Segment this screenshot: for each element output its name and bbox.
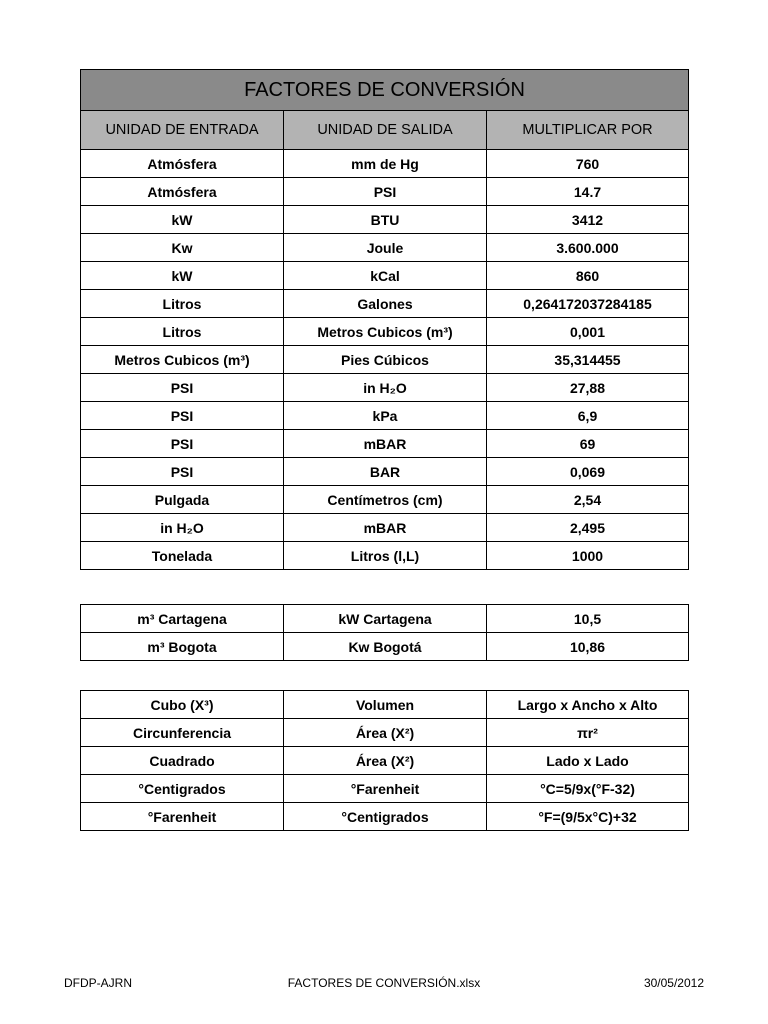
table-cell: Área (X²) — [284, 747, 487, 775]
table-cell: Pulgada — [81, 486, 284, 514]
column-header-multiplier: MULTIPLICAR POR — [487, 111, 689, 150]
table-row — [81, 542, 689, 570]
table-cell: Cuadrado — [81, 747, 284, 775]
table-cell: mBAR — [284, 514, 487, 542]
table-cell: Pies Cúbicos — [284, 346, 487, 374]
table-title: FACTORES DE CONVERSIÓN — [81, 70, 689, 111]
table-cell: Kw Bogotá — [284, 633, 487, 661]
table-cell: Atmósfera — [81, 150, 284, 178]
table-row — [81, 402, 689, 430]
table-cell: PSI — [284, 178, 487, 206]
table-cell: 0,001 — [487, 318, 689, 346]
table-cell: 760 — [487, 150, 689, 178]
table-cell: Metros Cubicos (m³) — [284, 318, 487, 346]
table-cell: 10,5 — [487, 605, 689, 633]
table-cell: BAR — [284, 458, 487, 486]
table-cell: Área (X²) — [284, 719, 487, 747]
table-cell: Kw — [81, 234, 284, 262]
table-cell: Joule — [284, 234, 487, 262]
table-cell: πr² — [487, 719, 689, 747]
table-row — [81, 514, 689, 542]
table-cell: 27,88 — [487, 374, 689, 402]
table-row — [81, 318, 689, 346]
table-cell: 0,264172037284185 — [487, 290, 689, 318]
table-cell: Litros (l,L) — [284, 542, 487, 570]
table-cell: Circunferencia — [81, 719, 284, 747]
header-row — [81, 111, 689, 150]
table-cell: PSI — [81, 374, 284, 402]
table-cell: 35,314455 — [487, 346, 689, 374]
column-header-input-unit: UNIDAD DE ENTRADA — [81, 111, 284, 150]
table-cell: °Centigrados — [81, 775, 284, 803]
table-cell: m³ Cartagena — [81, 605, 284, 633]
table-row — [81, 206, 689, 234]
table-cell: 3.600.000 — [487, 234, 689, 262]
table-cell: kPa — [284, 402, 487, 430]
table-cell: Litros — [81, 290, 284, 318]
table-cell: °C=5/9x(°F-32) — [487, 775, 689, 803]
table-cell: 2,495 — [487, 514, 689, 542]
city-conversion-table — [80, 604, 689, 661]
table-cell: Galones — [284, 290, 487, 318]
table-cell: °Centigrados — [284, 803, 487, 831]
table-cell: Volumen — [284, 691, 487, 719]
table-row — [81, 605, 689, 633]
column-header-output-unit: UNIDAD DE SALIDA — [284, 111, 487, 150]
table-cell: 69 — [487, 430, 689, 458]
table-row — [81, 262, 689, 290]
table-cell: °Farenheit — [81, 803, 284, 831]
table-row — [81, 803, 689, 831]
table-cell: BTU — [284, 206, 487, 234]
footer-date: 30/05/2012 — [643, 976, 704, 990]
table-cell: kW Cartagena — [284, 605, 487, 633]
table-cell: Metros Cubicos (m³) — [81, 346, 284, 374]
table-cell: 1000 — [487, 542, 689, 570]
table-cell: Lado x Lado — [487, 747, 689, 775]
table-cell: Cubo (X³) — [81, 691, 284, 719]
table-row — [81, 234, 689, 262]
table-row — [81, 430, 689, 458]
table-row — [81, 458, 689, 486]
conversion-factors-table — [80, 69, 689, 570]
table-cell: Largo x Ancho x Alto — [487, 691, 689, 719]
table-row — [81, 775, 689, 803]
table-row — [81, 486, 689, 514]
formulas-table — [80, 690, 689, 831]
table-row — [81, 747, 689, 775]
table-cell: m³ Bogota — [81, 633, 284, 661]
table-row — [81, 691, 689, 719]
table-row — [81, 719, 689, 747]
table-cell: 10,86 — [487, 633, 689, 661]
table-cell: Centímetros (cm) — [284, 486, 487, 514]
table-cell: 3412 — [487, 206, 689, 234]
table-row — [81, 346, 689, 374]
table-row — [81, 178, 689, 206]
table-cell: kCal — [284, 262, 487, 290]
table-row — [81, 290, 689, 318]
table-cell: PSI — [81, 458, 284, 486]
table-cell: Tonelada — [81, 542, 284, 570]
footer-filename: FACTORES DE CONVERSIÓN.xlsx — [287, 976, 481, 990]
title-row — [81, 70, 689, 111]
table-cell: kW — [81, 262, 284, 290]
table-cell: 860 — [487, 262, 689, 290]
table-cell: in H₂O — [81, 514, 284, 542]
table-cell: PSI — [81, 402, 284, 430]
table-row — [81, 150, 689, 178]
table-cell: 0,069 — [487, 458, 689, 486]
table-cell: 6,9 — [487, 402, 689, 430]
table-cell: Atmósfera — [81, 178, 284, 206]
table-cell: in H₂O — [284, 374, 487, 402]
table-cell: mBAR — [284, 430, 487, 458]
table-cell: mm de Hg — [284, 150, 487, 178]
table-cell: °F=(9/5x°C)+32 — [487, 803, 689, 831]
table-row — [81, 633, 689, 661]
table-cell: Litros — [81, 318, 284, 346]
table-cell: 2,54 — [487, 486, 689, 514]
table-cell: 14.7 — [487, 178, 689, 206]
table-cell: PSI — [81, 430, 284, 458]
footer-left-text: DFDP-AJRN — [64, 976, 132, 990]
table-cell: °Farenheit — [284, 775, 487, 803]
table-row — [81, 374, 689, 402]
table-cell: kW — [81, 206, 284, 234]
